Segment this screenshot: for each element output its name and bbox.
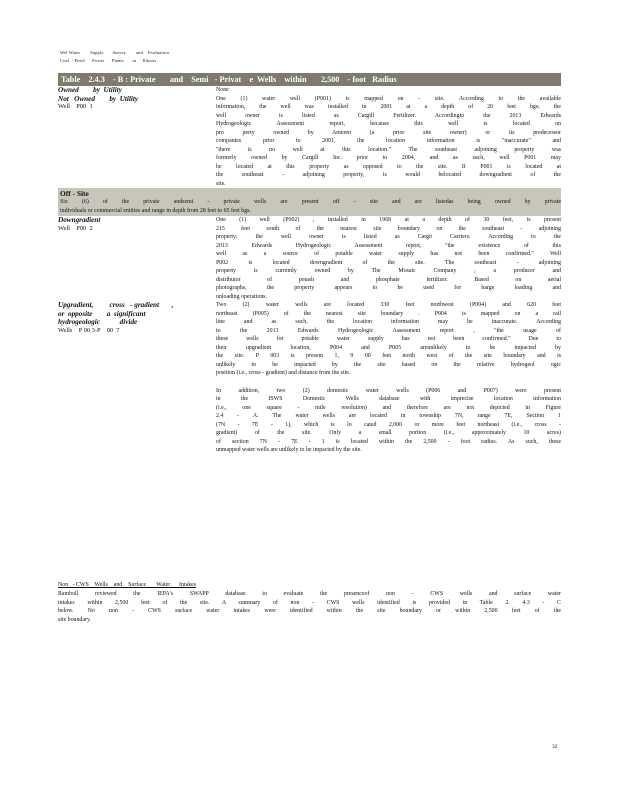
- text-line: position (i.e., cross - gradient) and distance from the site.: [216, 370, 351, 376]
- text-line: the southeast - adjoining property, is would belocated downgradient of the: [216, 172, 561, 178]
- text-line: below. No non - CWS surface water intakes were identified within the site boundary or within 2,500 feet of the: [58, 608, 561, 614]
- upgradient-label-line-2: or opposite a significant: [58, 309, 146, 318]
- offsite-band: [58, 188, 561, 216]
- text-line: distributor of potash and phosphate fertilizer. Based on aerial: [216, 276, 561, 283]
- text-line: One (1) water well (P001) is mapped on - site. According to the available: [216, 95, 561, 102]
- text-line: (7N - 7E - 1), which is lo cated 2,000 or more feet northeast (i.e., cross -: [216, 421, 561, 428]
- text-line: line and as such, the location information may be inaccurate. According: [216, 319, 561, 325]
- text-line: unloading operations.: [216, 293, 268, 300]
- text-line: companies prior to 2001, the location information is "inaccurate" and: [216, 138, 561, 144]
- non-cws-heading: Non - CWS Wells and Surface Water Intakes: [58, 582, 197, 588]
- text-line: their upgradient location, P004 and P005 areunlikely to be impacted by: [216, 344, 561, 351]
- text-line: well owner is listed as Cargill Fertilizer. Accordingto the 2013 Edwards: [216, 112, 561, 119]
- text-line: in the ISWS Domestic Wells database with imprecise location information: [216, 396, 561, 402]
- upgradient-text: [216, 301, 561, 455]
- text-line: unlikely to be impacted by the site based on the relative hydrogeol ogic: [216, 361, 561, 368]
- page-number: 32: [552, 744, 558, 750]
- text-line: "there is no well at this location." The southeast adjoining property was: [216, 146, 561, 153]
- text-line: Six (6) of the private andsemi - private wells are present off - site and are listedas being owned by private: [60, 199, 561, 205]
- text-line: individuals or commercial entities and range in depth from 28 feet to 65 feet bgs.: [60, 207, 251, 214]
- text-line: information, the well was installed in 2001 at a depth of 20 feet bgs; the: [216, 104, 561, 110]
- owned-none-text: None: [216, 87, 229, 93]
- text-line: unmapped water wells are unlikely to be impacted by the site.: [216, 447, 362, 453]
- text-line: to the 2013 Edwards Hydrogeologic Assessment report , "the usage of: [216, 327, 561, 334]
- not-owned-by-utility-label: Not Owned by Utility: [58, 94, 139, 103]
- upgradient-section: [58, 301, 561, 455]
- text-line: 215 feet south of the nearest site boundary on the southeast - adjoining: [216, 225, 561, 232]
- upgradient-labels: [58, 301, 216, 455]
- downgradient-labels: [58, 216, 216, 301]
- owned-by-utility-label: Owned by Utility: [58, 86, 122, 94]
- text-line: In addition, two (2) domestic water wells (P006 and P007) were present: [216, 387, 561, 394]
- text-line: site.: [216, 180, 226, 187]
- text-line: of section 7N - 7E - 1 is located within the 2,500 - foot radius. As such, these: [216, 438, 561, 445]
- text-line: be located at this property as opposed to the site. If P001 is located at: [216, 163, 561, 170]
- well-id-p003-p007: Wells P 00 3-P 00 7: [58, 326, 120, 334]
- header-line-2: Coal - Fired Power Plants in Illinois: [60, 58, 157, 63]
- text-line: intakes within 2,500 feet of the site. A summary of non - CWS wells identified is provided in Table 2. 4.3 - C: [58, 599, 561, 606]
- wells-table: [58, 73, 561, 455]
- header-line-1: Wel Water Supply Survey and Evaluation: [60, 50, 169, 55]
- text-line: formerly owned by Cargill Inc. prior to 2004, and as such, well P001 may: [216, 155, 561, 161]
- text-line: gradient) of the site. Only a small portion (i.e., approximately 10 acres): [216, 430, 561, 436]
- well-id-p001: Well P00 1: [58, 103, 93, 110]
- owned-text: [216, 86, 561, 188]
- text-line: the site. P 003 is present 1, 9 00 feet north west of the site boundary and is: [216, 353, 561, 359]
- downgradient-section: [58, 216, 561, 301]
- downgradient-text: [216, 216, 561, 301]
- text-line: these wells for potable water supply has not been confirmed." Due to: [216, 336, 561, 342]
- text-line: northeast (P005) of the nearest site boundary . P004 is mapped on a rail: [216, 310, 561, 317]
- offsite-title: Off - Site: [60, 189, 89, 198]
- text-line: 2.4 - A. The water wells are located in township 7N, range 7E, Section 1: [216, 413, 561, 419]
- text-line: site boundary.: [58, 616, 91, 623]
- text-line: pro perty owned by Ameren (a prior site owner) or its predecessor: [216, 129, 561, 136]
- text-line: Two (2) water wells are located 330 feet northwest (P004) and 620 feet: [216, 302, 561, 308]
- text-line: property is currently owned by The Mosaic Company , a producer and: [216, 268, 561, 274]
- table-title: Table 2.4.3 - B : Private and Semi - Privat e Wells within 2,500 - foot Radius: [58, 73, 561, 86]
- non-cws-section: [58, 581, 561, 624]
- downgradient-label: Downgradient: [58, 216, 101, 224]
- owned-section: [58, 86, 561, 188]
- text-line: Hydrogeologic Assessment report, because this well is located on: [216, 121, 561, 127]
- text-line: P002 is located downgradient of the site. The southeast - adjoining: [216, 259, 561, 266]
- upgradient-label-line-3: hydrogeologic divide: [58, 318, 138, 326]
- page-header: [60, 49, 169, 65]
- text-line: 2013 Edwards Hydrogeologic Assessment report, "the existence of this: [216, 242, 561, 249]
- text-line: property; the well owner is listed as Cargo Carriers. According to the: [216, 234, 561, 240]
- text-line: One (1) well (P002) , installed in 1968 at a depth of 30 feet, is present: [216, 217, 561, 223]
- text-line: (i.e., one square - mile resolution) and therefore are not depicted in Figure: [216, 404, 561, 411]
- text-line: photographs, the property appears to be used for barge loading and: [216, 285, 561, 291]
- paragraph-gap: [216, 378, 561, 387]
- owned-labels: [58, 86, 216, 188]
- text-line: well as a source of potable water supply has not been confirmed." Well: [216, 251, 561, 257]
- well-id-p002: Well P00 2: [58, 224, 93, 232]
- upgradient-label-line-1: Upgradient, cross - gradient ,: [58, 301, 174, 309]
- text-line: Ramboll reviewed the IEPA's SWAPP database to evaluate the presenceof non - CWS wells and surface water: [58, 591, 561, 597]
